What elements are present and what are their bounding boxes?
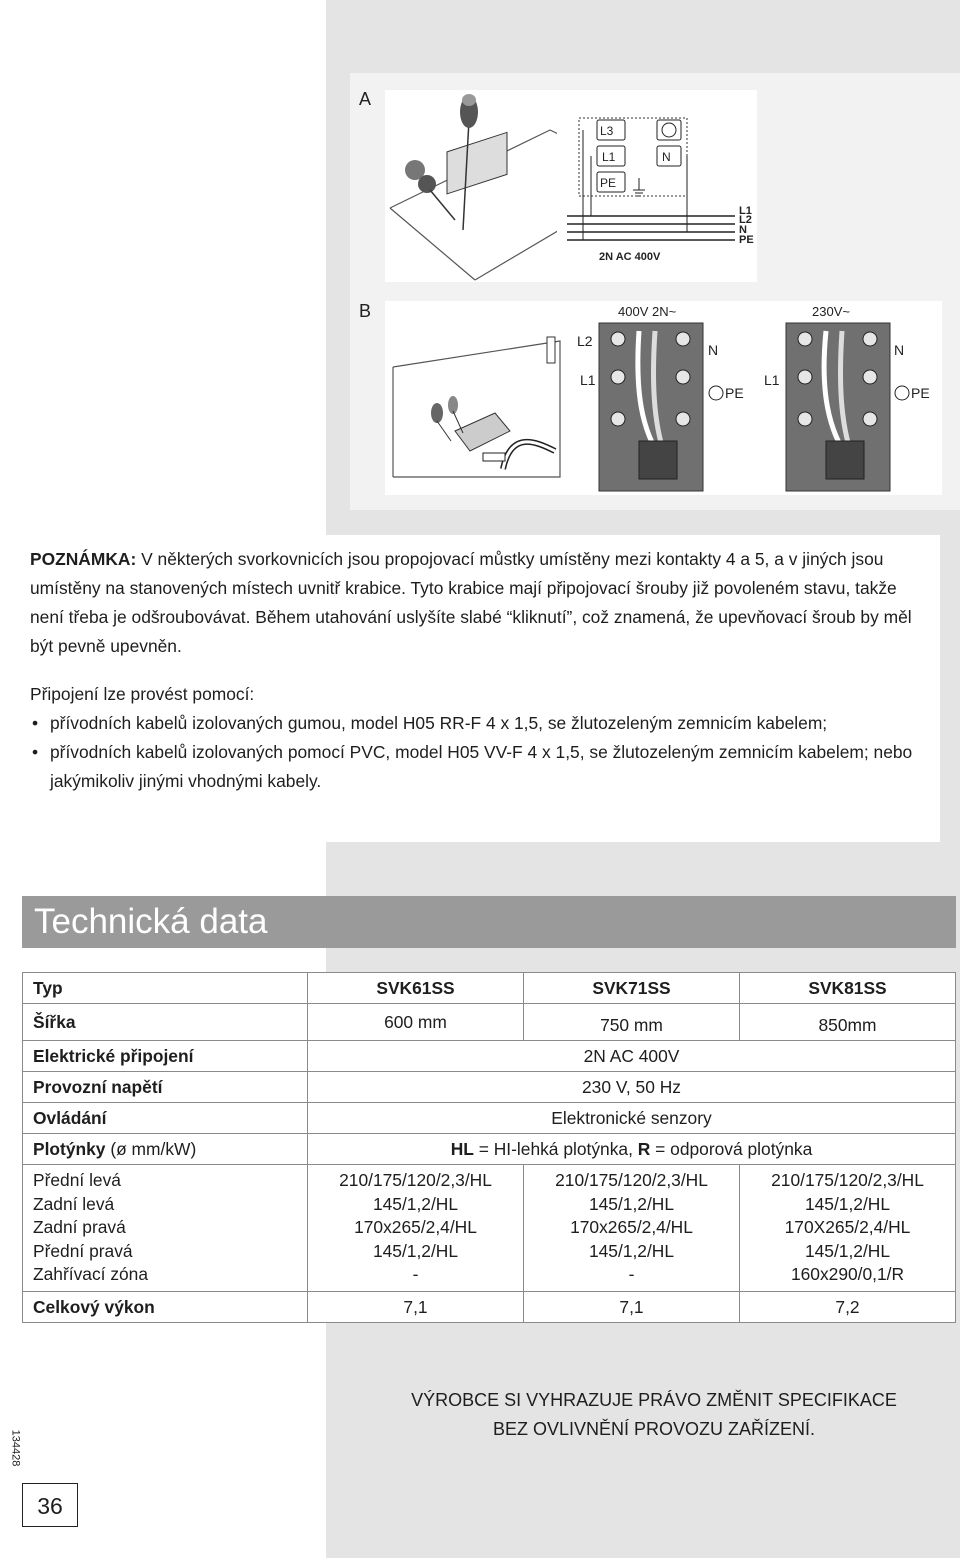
- zone-label: Přední pravá: [33, 1240, 133, 1261]
- disclaimer-line: BEZ OVLIVNĚNÍ PROVOZU ZAŘÍZENÍ.: [492, 1419, 816, 1439]
- terminal-pe: PE: [600, 176, 617, 190]
- table-row: [23, 1134, 956, 1165]
- table-row: [23, 1165, 956, 1292]
- line-l2: L2: [739, 214, 752, 226]
- wiring-figure: [350, 73, 960, 510]
- zone-value: 170x265/2,4/HL: [570, 1217, 693, 1238]
- plates-label: Plotýnky: [33, 1139, 106, 1159]
- controls-label: Ovládání: [23, 1103, 308, 1134]
- zone-value: 210/175/120/2,3/HL: [555, 1170, 708, 1190]
- table-row: [23, 1041, 956, 1072]
- line-pe: PE: [739, 234, 754, 246]
- list-item: [30, 709, 932, 738]
- terminal-230v-title: 230V~: [812, 304, 850, 319]
- header-type: Typ: [23, 973, 308, 1004]
- bullet-marker: •: [32, 713, 39, 733]
- terminal-400v-pe: PE: [725, 385, 744, 401]
- electrical-label: Elektrické připojení: [23, 1041, 308, 1072]
- terminal-l3: L3: [600, 124, 614, 138]
- total-power-3: 7,2: [740, 1291, 956, 1322]
- terminal-diagram-400v: [563, 301, 756, 495]
- zones-model-1: [308, 1165, 524, 1292]
- width-label: Šířka: [23, 1004, 308, 1041]
- voltage-value: 230 V, 50 Hz: [308, 1072, 956, 1103]
- terminal-230v-l1: L1: [764, 372, 780, 388]
- list-item-text: přívodních kabelů izolovaných pomocí PVC, model H05 VV-F 4 x 1,5, se žlutozeleným zemnicím kabelem; nebo jakýmikoliv jinými vhodnými kabely.: [50, 742, 913, 791]
- zone-labels: [23, 1165, 308, 1292]
- zone-value: 170x265/2,4/HL: [354, 1217, 477, 1238]
- disclaimer-line: VÝROBCE SI VYHRAZUJE PRÁVO ZMĚNIT SPECIFIKACE: [411, 1390, 897, 1410]
- technical-data-table: [22, 972, 956, 1323]
- zone-label: Přední levá: [33, 1170, 121, 1190]
- figure-label-a: A: [359, 89, 372, 109]
- total-power-1: 7,1: [308, 1291, 524, 1322]
- table-row: [23, 1004, 956, 1041]
- width-value-1: 600 mm: [308, 1004, 524, 1041]
- wiring-diagram-a: [557, 90, 757, 282]
- table-row: [23, 1072, 956, 1103]
- bullet-marker: •: [32, 742, 39, 762]
- plates-legend: [308, 1134, 956, 1165]
- terminal-400v-n: N: [708, 342, 719, 358]
- supply-label: 2N AC 400V: [599, 251, 661, 263]
- zone-value: -: [628, 1264, 635, 1285]
- zone-label: Zahřívací zóna: [33, 1264, 149, 1285]
- total-power-label: Celkový výkon: [23, 1291, 308, 1322]
- model-1: SVK61SS: [308, 973, 524, 1004]
- table-row: [23, 1291, 956, 1322]
- zone-value: 145/1,2/HL: [804, 1240, 891, 1261]
- manufacturer-disclaimer: [352, 1377, 956, 1453]
- width-value-3: 850mm: [740, 1004, 956, 1041]
- zone-label: Zadní levá: [33, 1193, 115, 1214]
- list-item: [30, 738, 932, 796]
- width-value-2: 750 mm: [524, 1004, 740, 1041]
- table-row: [23, 973, 956, 1004]
- zone-value: 145/1,2/HL: [372, 1240, 459, 1261]
- total-power-2: 7,1: [524, 1291, 740, 1322]
- terminal-230v-pe: PE: [911, 385, 930, 401]
- line-l1: L1: [739, 205, 752, 217]
- terminal-230v-n: N: [894, 342, 905, 358]
- note-paragraph: [30, 545, 932, 661]
- model-2: SVK71SS: [524, 973, 740, 1004]
- zone-value: -: [412, 1264, 419, 1285]
- table-row: [23, 1103, 956, 1134]
- controls-value: Elektronické senzory: [308, 1103, 956, 1134]
- terminal-400v-l2: L2: [577, 333, 593, 349]
- zone-value: 145/1,2/HL: [588, 1193, 675, 1214]
- plates-label-cell: [23, 1134, 308, 1165]
- plates-unit: (ø mm/kW): [105, 1139, 197, 1159]
- connection-intro: Připojení lze provést pomocí:: [30, 684, 255, 704]
- page-number: 36: [22, 1483, 78, 1527]
- plates-r-code: R: [637, 1139, 651, 1159]
- figure-label-b: B: [359, 301, 372, 321]
- line-n: N: [739, 224, 747, 236]
- note-title: POZNÁMKA:: [30, 549, 137, 569]
- installation-note: [22, 535, 940, 842]
- zone-value: 145/1,2/HL: [372, 1193, 459, 1214]
- zone-value: 145/1,2/HL: [588, 1240, 675, 1261]
- electrical-value: 2N AC 400V: [308, 1041, 956, 1072]
- zones-model-2: [524, 1165, 740, 1292]
- model-3: SVK81SS: [740, 973, 956, 1004]
- terminal-400v-l1: L1: [580, 372, 596, 388]
- zone-label: Zadní pravá: [33, 1217, 126, 1238]
- zone-value: 210/175/120/2,3/HL: [339, 1170, 492, 1190]
- terminal-diagram-230v: [756, 301, 942, 495]
- zones-model-3: [740, 1165, 956, 1292]
- plates-hl-code: HL: [450, 1139, 474, 1159]
- plates-r-text: = odporová plotýnka: [650, 1139, 813, 1159]
- terminal-400v-title: 400V 2N~: [618, 304, 677, 319]
- plates-hl-text: = HI-lehká plotýnka,: [473, 1139, 638, 1159]
- terminal-n: N: [662, 150, 671, 164]
- section-title: Technická data: [22, 896, 956, 948]
- note-text: V některých svorkovnicích jsou propojovací můstky umístěny mezi kontakty 4 a 5, a v jiných jsou umístěny na stanovených místech uvnitř krabice. Tyto krabice mají připojovací šrouby již povoleném stavu, takže není třeba je odšroubovávat. Během utahování uslyšíte slabé “kliknutí”, což znamená, že upevňovací šroub by měl být pevně upevněn.: [30, 549, 912, 656]
- document-code: 134428: [9, 1429, 22, 1467]
- zone-value: 170X265/2,4/HL: [784, 1217, 911, 1238]
- zone-value: 145/1,2/HL: [804, 1193, 891, 1214]
- zone-value: 160x290/0,1/R: [790, 1264, 905, 1285]
- terminal-l1: L1: [602, 150, 616, 164]
- list-item-text: přívodních kabelů izolovaných gumou, model H05 RR-F 4 x 1,5, se žlutozeleným zemnicím kabelem;: [50, 713, 828, 733]
- zone-value: 210/175/120/2,3/HL: [771, 1170, 924, 1190]
- cable-list: [30, 709, 932, 796]
- voltage-label: Provozní napětí: [23, 1072, 308, 1103]
